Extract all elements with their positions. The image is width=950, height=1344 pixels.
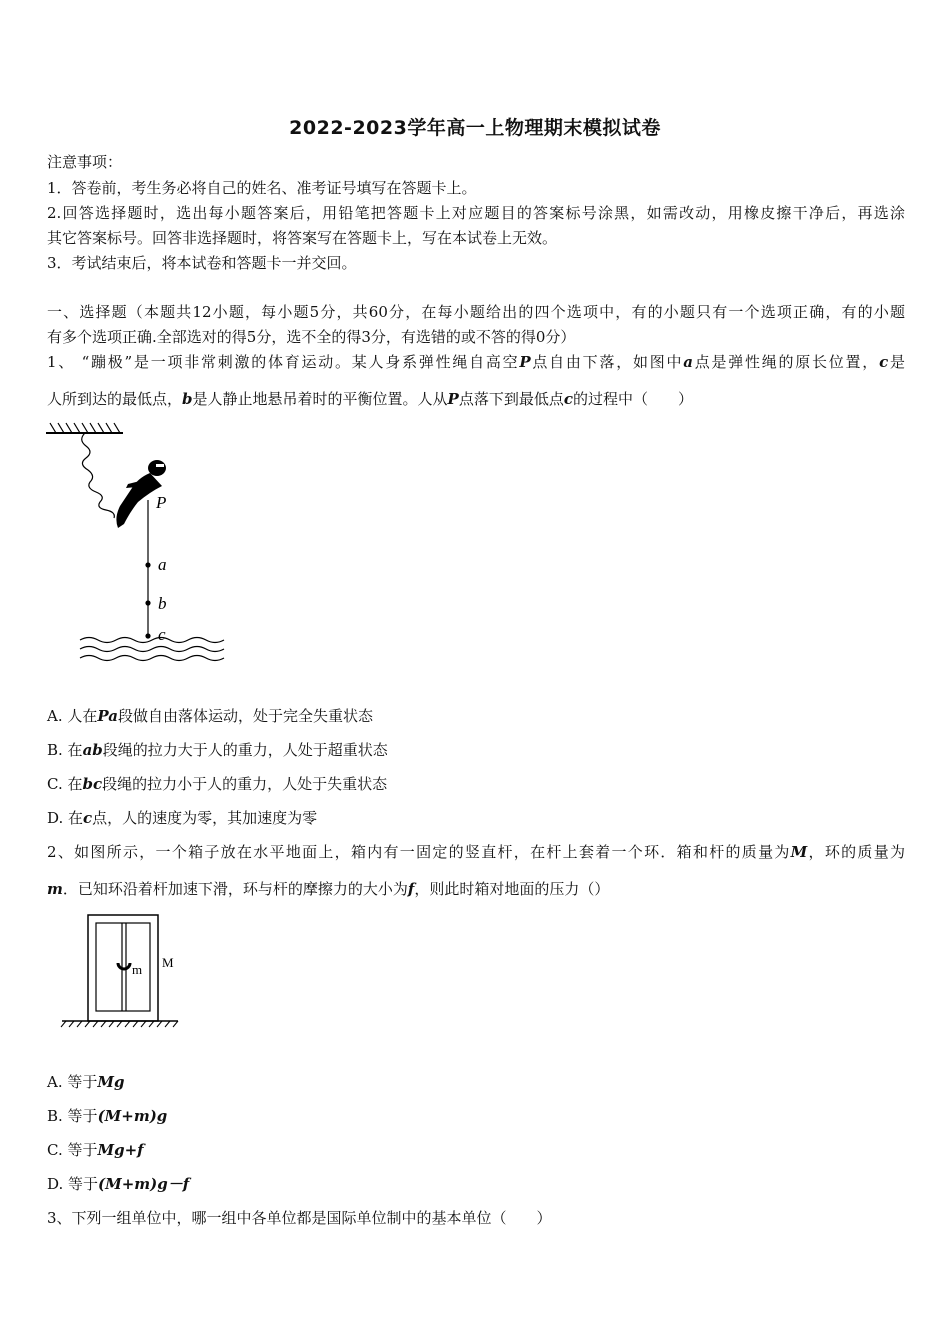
q1-option-d: D. 在c点，人的速度为零，其加速度为零 — [47, 809, 318, 827]
label-P: P — [156, 493, 167, 512]
water-waves — [80, 638, 224, 661]
bungee-figure — [40, 418, 240, 670]
label-c: c — [158, 625, 166, 644]
box-rod-figure — [58, 913, 188, 1033]
q2-option-b: B. 等于(M+m)g — [47, 1107, 168, 1125]
notice-item-1: 1．答卷前，考生务必将自己的姓名、准考证号填写在答题卡上。 — [47, 179, 477, 197]
elastic-rope — [82, 433, 115, 518]
section-heading: 一、选择题（本题共12小题，每小题5分，共60分，在每小题给出的四个选项中，有的小题只有一个选项正确，有的小题 — [47, 303, 905, 321]
notice-item-2-cont: 其它答案标号。回答非选择题时，将答案写在答题卡上，写在本试卷上无效。 — [47, 229, 558, 247]
q1-option-a: A. 人在Pa段做自由落体运动，处于完全失重状态 — [47, 707, 373, 725]
label-m: m — [132, 962, 143, 977]
point-a — [145, 562, 150, 567]
q2-stem-line2: m．已知环沿着杆加速下滑，环与杆的摩擦力的大小为f，则此时箱对地面的压力（） — [47, 880, 610, 898]
notice-item-3: 3．考试结束后，将本试卷和答题卡一并交回。 — [47, 254, 357, 272]
q2-stem-line1: 2、如图所示，一个箱子放在水平地面上，箱内有一固定的竖直杆，在杆上套着一个环．箱和杆的质量为M，环的质量为 — [47, 843, 905, 861]
q1-option-b: B. 在ab段绳的拉力大于人的重力，人处于超重状态 — [47, 741, 388, 759]
q2-option-d: D. 等于(M+m)g－f — [47, 1175, 190, 1193]
notice-item-2: 2.回答选择题时，选出每小题答案后，用铅笔把答题卡上对应题目的答案标号涂黑，如需改动，用橡皮擦干净后，再选涂 — [47, 204, 905, 222]
q2-option-c: C. 等于Mg+f — [47, 1141, 144, 1159]
q3-stem: 3、下列一组单位中，哪一组中各单位都是国际单位制中的基本单位（ ） — [47, 1209, 552, 1227]
notice-heading: 注意事项： — [47, 153, 123, 171]
section-heading-cont: 有多个选项正确.全部选对的得5分，选不全的得3分，有选错的或不答的得0分） — [47, 328, 576, 346]
point-c — [145, 633, 150, 638]
label-b: b — [158, 594, 167, 613]
page-title: 2022-2023学年高一上物理期末模拟试卷 — [289, 117, 661, 139]
label-M: M — [162, 955, 174, 970]
q2-option-a: A. 等于Mg — [47, 1073, 125, 1091]
label-a: a — [158, 555, 167, 574]
q1-option-c: C. 在bc段绳的拉力小于人的重力，人处于失重状态 — [47, 775, 388, 793]
q1-stem-line2: 人所到达的最低点，b是人静止地悬吊着时的平衡位置。人从P点落下到最低点c的过程中（ ） — [47, 390, 693, 408]
ground-hatch — [61, 1021, 178, 1027]
q1-stem-line1: 1、 “蹦极”是一项非常刺激的体育运动。某人身系弹性绳自高空P点自由下落，如图中a点是弹性绳的原长位置，c是 — [47, 353, 905, 371]
point-b — [145, 600, 150, 605]
ceiling-hatch — [50, 423, 120, 433]
